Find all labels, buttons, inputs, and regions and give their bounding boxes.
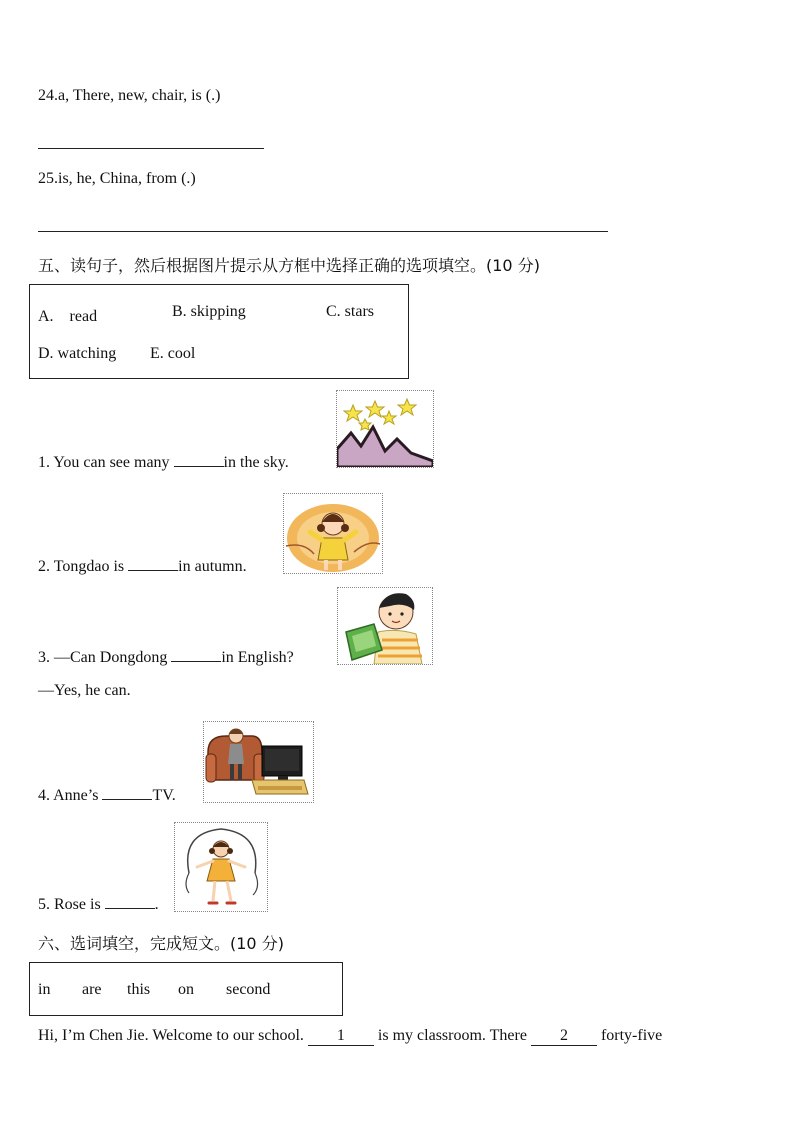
word-second: second (226, 981, 271, 998)
item-text: 3. —Can Dongdong (38, 649, 172, 666)
answer-blank[interactable] (105, 907, 155, 909)
skipping-picture (174, 822, 268, 912)
option-e: E. cool (150, 345, 196, 362)
question-25 (38, 170, 196, 188)
item-text: 4. Anne’s (38, 787, 103, 804)
section-6-heading: 六、选词填空，完成短文。(10 分) (38, 934, 284, 953)
reading-boy-picture (337, 587, 433, 665)
question-text: is, he, China, from (.) (58, 170, 196, 187)
question-24 (38, 87, 220, 105)
answer-blank[interactable] (128, 569, 178, 571)
question-number: 24. (38, 87, 58, 104)
option-d: D. watching (38, 345, 117, 362)
answer-blank[interactable] (102, 798, 152, 800)
word-this: this (127, 981, 151, 998)
question-number: 25. (38, 170, 58, 187)
question-text: a, There, new, chair, is (.) (58, 87, 221, 104)
answer-line (38, 148, 264, 149)
item-text: 2. Tongdao is (38, 558, 129, 575)
watching-tv-picture (203, 721, 314, 803)
item-text: TV. (152, 787, 176, 804)
item-5 (38, 896, 159, 914)
passage (38, 1027, 662, 1046)
option-c: C. stars (326, 303, 374, 320)
word-on: on (178, 981, 194, 998)
option-a: A. read (38, 308, 98, 325)
item-1 (38, 454, 289, 472)
answer-blank[interactable] (174, 465, 224, 467)
answer-3: —Yes, he can. (38, 682, 131, 699)
options-box (29, 284, 409, 379)
answer-line (38, 231, 608, 232)
passage-text: is my classroom. There (373, 1027, 531, 1044)
item-text: in English? (221, 649, 294, 666)
item-3 (38, 649, 294, 667)
word-are: are (82, 981, 102, 998)
cool-autumn-picture (283, 493, 383, 574)
passage-text: Hi, I’m Chen Jie. Welcome to our school. (38, 1027, 308, 1044)
word-in: in (38, 981, 51, 998)
word-box (29, 962, 343, 1016)
item-text: . (154, 896, 159, 913)
blank-2[interactable]: 2 (531, 1027, 597, 1046)
item-text: 1. You can see many (38, 454, 174, 471)
option-b: B. skipping (172, 303, 246, 320)
item-4 (38, 787, 176, 805)
passage-text: forty-five (596, 1027, 663, 1044)
item-text: in the sky. (223, 454, 289, 471)
answer-blank[interactable] (171, 660, 221, 662)
item-text: 5. Rose is (38, 896, 105, 913)
item-2 (38, 558, 247, 576)
stars-picture (336, 390, 434, 468)
section-5-heading: 五、读句子，然后根据图片提示从方框中选择正确的选项填空。(10 分) (38, 256, 540, 275)
blank-1[interactable]: 1 (308, 1027, 374, 1046)
item-text: in autumn. (178, 558, 247, 575)
